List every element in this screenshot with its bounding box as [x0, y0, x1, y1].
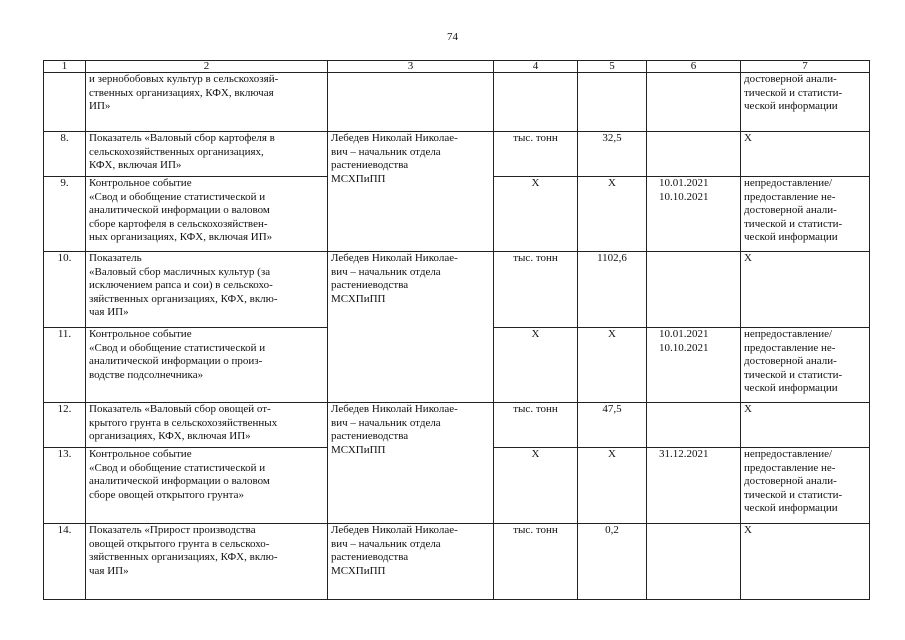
- row-risk: Х: [741, 132, 870, 177]
- row-risk: непредоставление/ предоставление не- достоверной анали- тической и статисти- ческой информации: [741, 328, 870, 403]
- header-col-4: 4: [494, 61, 578, 73]
- row-risk: Х: [741, 524, 870, 600]
- row-description: Контрольное событие «Свод и обобщение статистической и аналитической информации о валовом сборе картофеля в сельскохозяйствен- ных организациях, КФХ, включая ИП»: [86, 177, 328, 252]
- row-value: 32,5: [578, 132, 647, 177]
- row-risk: Х: [741, 252, 870, 328]
- header-col-3: 3: [328, 61, 494, 73]
- row-date: [647, 132, 741, 177]
- row-value: Х: [578, 177, 647, 252]
- row-number: 13.: [44, 448, 86, 524]
- plan-table: [43, 60, 870, 600]
- row-description: и зернобобовых культур в сельскохозяй- ственных организациях, КФХ, включая ИП»: [86, 73, 328, 132]
- header-row: [44, 61, 870, 73]
- row-value: Х: [578, 328, 647, 403]
- table-row: [44, 403, 870, 448]
- row-value: [578, 73, 647, 132]
- row-description: Контрольное событие «Свод и обобщение статистической и аналитической информации о произ- водстве подсолнечника»: [86, 328, 328, 403]
- row-unit: тыс. тонн: [494, 132, 578, 177]
- row-responsible: Лебедев Николай Николае- вич – начальник отдела растениеводства МСХПиПП: [328, 403, 494, 524]
- row-unit: Х: [494, 448, 578, 524]
- row-description: Показатель «Валовый сбор масличных культур (за исключением рапса и сои) в сельскохо- зяйственных организациях, КФХ, вклю- чая ИП»: [86, 252, 328, 328]
- header-col-6: 6: [647, 61, 741, 73]
- row-value: 0,2: [578, 524, 647, 600]
- row-risk: достоверной анали- тической и статисти- ческой информации: [741, 73, 870, 132]
- row-risk: Х: [741, 403, 870, 448]
- row-value: 47,5: [578, 403, 647, 448]
- row-unit: тыс. тонн: [494, 403, 578, 448]
- row-number: [44, 73, 86, 132]
- header-col-1: 1: [44, 61, 86, 73]
- row-date: [647, 403, 741, 448]
- row-unit: Х: [494, 177, 578, 252]
- row-risk: непредоставление/ предоставление не- достоверной анали- тической и статисти- ческой информации: [741, 448, 870, 524]
- row-unit: тыс. тонн: [494, 524, 578, 600]
- row-unit: [494, 73, 578, 132]
- row-date: [647, 524, 741, 600]
- row-date: 10.01.2021 10.10.2021: [647, 328, 741, 403]
- header-col-2: 2: [86, 61, 328, 73]
- row-description: Показатель «Прирост производства овощей открытого грунта в сельскохо- зяйственных организациях, КФХ, вклю- чая ИП»: [86, 524, 328, 600]
- row-number: 10.: [44, 252, 86, 328]
- row-value: 1102,6: [578, 252, 647, 328]
- row-description: Показатель «Валовый сбор картофеля в сельскохозяйственных организациях, КФХ, включая ИП»: [86, 132, 328, 177]
- header-col-5: 5: [578, 61, 647, 73]
- row-date: 10.01.2021 10.10.2021: [647, 177, 741, 252]
- table-row: [44, 252, 870, 328]
- row-responsible: Лебедев Николай Николае- вич – начальник отдела растениеводства МСХПиПП: [328, 132, 494, 252]
- row-responsible: [328, 73, 494, 132]
- row-description: Контрольное событие «Свод и обобщение статистической и аналитической информации о валовом сборе овощей открытого грунта»: [86, 448, 328, 524]
- page-number: 74: [447, 31, 458, 43]
- table-row: [44, 524, 870, 600]
- row-date: [647, 73, 741, 132]
- row-number: 9.: [44, 177, 86, 252]
- header-col-7: 7: [741, 61, 870, 73]
- row-number: 12.: [44, 403, 86, 448]
- row-responsible: Лебедев Николай Николае- вич – начальник отдела растениеводства МСХПиПП: [328, 252, 494, 403]
- table-row: [44, 132, 870, 177]
- row-number: 8.: [44, 132, 86, 177]
- row-unit: Х: [494, 328, 578, 403]
- row-number: 11.: [44, 328, 86, 403]
- row-date: [647, 252, 741, 328]
- row-responsible: Лебедев Николай Николае- вич – начальник отдела растениеводства МСХПиПП: [328, 524, 494, 600]
- row-number: 14.: [44, 524, 86, 600]
- row-date: 31.12.2021: [647, 448, 741, 524]
- table-row: [44, 73, 870, 132]
- row-value: Х: [578, 448, 647, 524]
- row-description: Показатель «Валовый сбор овощей от- крытого грунта в сельскохозяйственных организациях, КФХ, включая ИП»: [86, 403, 328, 448]
- row-risk: непредоставление/ предоставление не- достоверной анали- тической и статисти- ческой информации: [741, 177, 870, 252]
- row-unit: тыс. тонн: [494, 252, 578, 328]
